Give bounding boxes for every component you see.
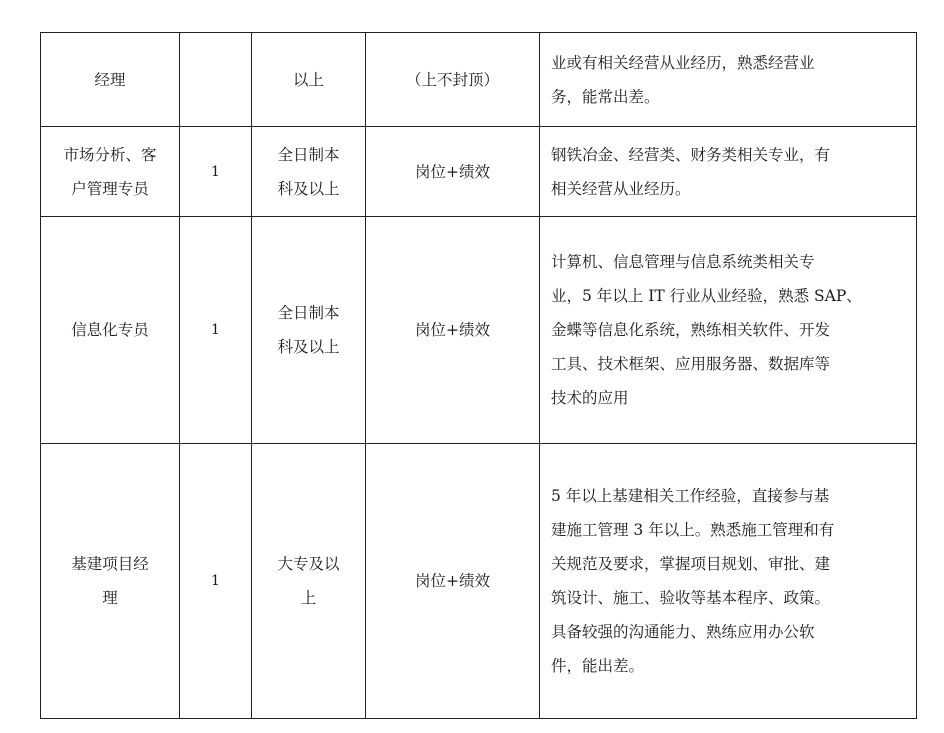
salary-line: （上不封顶） — [405, 70, 499, 89]
cell-salary — [366, 217, 540, 444]
cell-education — [252, 127, 366, 217]
education-line: 科及以上 — [277, 179, 340, 198]
requirement-line: 关规范及要求，掌握项目规划、审批、建 — [551, 555, 831, 573]
requirement-line: 计算机、信息管理与信息系统类相关专 — [551, 253, 815, 271]
cell-education — [252, 217, 366, 444]
cell-count — [180, 33, 252, 127]
salary-line: 岗位+绩效 — [415, 162, 490, 181]
education-line: 全日制本 — [277, 145, 340, 164]
requirement-line: 技术的应用 — [551, 389, 629, 407]
cell-requirements — [540, 444, 917, 719]
education-line: 大专及以 — [277, 555, 340, 573]
position-line: 基建项目经 — [71, 555, 149, 573]
position-line: 市场分析、客 — [63, 145, 157, 164]
job-requirements-table — [40, 32, 917, 719]
table-row — [41, 444, 917, 719]
requirement-line: 务，能常出差。 — [551, 87, 660, 106]
requirement-line: 件，能出差。 — [551, 657, 645, 675]
education-line: 全日制本 — [277, 304, 340, 322]
cell-position — [41, 217, 180, 444]
cell-salary — [366, 33, 540, 127]
cell-count: 1 — [180, 127, 252, 217]
position-line: 理 — [102, 589, 118, 607]
requirement-line: 建施工管理 3 年以上。熟悉施工管理和有 — [551, 521, 835, 539]
requirement-line: 业，5 年以上 IT 行业从业经验，熟悉 SAP、 — [551, 287, 862, 305]
requirement-line: 5 年以上基建相关工作经验，直接参与基 — [551, 487, 830, 505]
cell-position — [41, 444, 180, 719]
cell-requirements — [540, 33, 917, 127]
requirement-line: 筑设计、施工、验收等基本程序、政策。 — [551, 589, 831, 607]
cell-salary — [366, 127, 540, 217]
table-row — [41, 127, 917, 217]
education-line: 科及以上 — [277, 338, 340, 356]
cell-count: 1 — [180, 444, 252, 719]
requirement-line: 金蝶等信息化系统，熟练相关软件、开发 — [551, 321, 831, 339]
position-line: 信息化专员 — [71, 321, 149, 339]
requirement-line: 钢铁冶金、经营类、财务类相关专业，有 — [551, 145, 831, 164]
cell-salary — [366, 444, 540, 719]
salary-line: 岗位+绩效 — [415, 572, 490, 590]
table-row — [41, 33, 917, 127]
cell-education — [252, 33, 366, 127]
position-line: 经理 — [94, 70, 126, 89]
cell-count: 1 — [180, 217, 252, 444]
requirement-line: 具备较强的沟通能力、熟练应用办公软 — [551, 623, 815, 641]
salary-line: 岗位+绩效 — [415, 321, 490, 339]
education-line: 以上 — [292, 70, 324, 89]
cell-position — [41, 33, 180, 127]
table-body — [41, 33, 917, 719]
education-line: 上 — [300, 589, 317, 607]
cell-education — [252, 444, 366, 719]
cell-requirements — [540, 127, 917, 217]
cell-position — [41, 127, 180, 217]
requirement-line: 相关经营从业经历。 — [551, 179, 691, 198]
cell-requirements — [540, 217, 917, 444]
requirement-line: 业或有相关经营从业经历，熟悉经营业 — [551, 53, 815, 72]
requirement-line: 工具、技术框架、应用服务器、数据库等 — [551, 355, 831, 373]
table-row — [41, 217, 917, 444]
position-line: 户管理专员 — [71, 179, 149, 198]
